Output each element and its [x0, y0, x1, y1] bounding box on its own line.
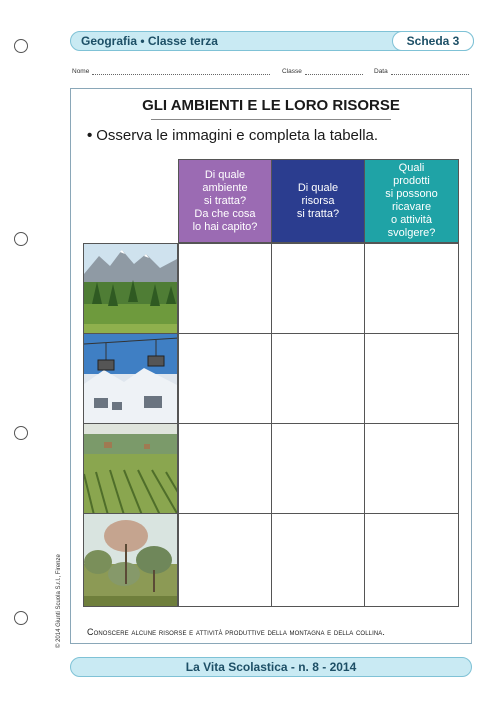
sheet-label: Scheda 3 — [392, 31, 474, 51]
date-label: Data — [374, 68, 388, 75]
header-environment: Di quale ambiente si tratta? Da che cosa lo hai capito? — [178, 159, 272, 243]
answer-cell[interactable] — [271, 423, 365, 514]
instruction — [87, 127, 378, 144]
answer-cell[interactable] — [364, 243, 459, 334]
answer-cell[interactable] — [178, 513, 272, 607]
ski-lift-photo — [83, 333, 178, 424]
mountain-forest-photo — [83, 243, 178, 334]
bullet: • — [87, 127, 93, 144]
header-products: Quali prodotti si possono ricavare o attività svolgere? — [364, 159, 459, 243]
exercise-table — [83, 159, 459, 607]
title-underline — [151, 119, 391, 120]
header-bar — [70, 31, 474, 51]
class-label: Classe — [282, 68, 302, 75]
binder-hole — [14, 232, 28, 246]
magazine-footer: La Vita Scolastica - n. 8 - 2014 — [70, 657, 472, 677]
page-title: GLI AMBIENTI E LE LORO RISORSE — [142, 97, 400, 114]
header-resource: Di quale risorsa si tratta? — [271, 159, 365, 243]
name-label: Nome — [72, 68, 90, 75]
worksheet-frame — [70, 88, 472, 644]
answer-cell[interactable] — [271, 513, 365, 607]
vineyard-photo — [83, 423, 178, 514]
student-fields — [72, 68, 472, 75]
copyright-notice: © 2014 Giunti Scuola S.r.l., Firenze — [56, 554, 62, 648]
olive-grove-photo — [83, 513, 178, 607]
answer-cell[interactable] — [271, 243, 365, 334]
subject-label: Geografia • Classe terza — [81, 34, 218, 48]
answer-cell[interactable] — [178, 333, 272, 424]
binder-hole — [14, 611, 28, 625]
answer-cell[interactable] — [364, 513, 459, 607]
class-field[interactable] — [305, 68, 363, 75]
answer-cell[interactable] — [178, 243, 272, 334]
answer-cell[interactable] — [178, 423, 272, 514]
answer-cell[interactable] — [364, 423, 459, 514]
date-field[interactable] — [391, 68, 469, 75]
learning-objective: Conoscere alcune risorse e attività produttive della montagna e della collina. — [87, 627, 385, 637]
binder-hole — [14, 39, 28, 53]
answer-cell[interactable] — [271, 333, 365, 424]
binder-hole — [14, 426, 28, 440]
name-field[interactable] — [92, 68, 270, 75]
instruction-text: Osserva le immagini e completa la tabella. — [96, 127, 379, 144]
answer-cell[interactable] — [364, 333, 459, 424]
